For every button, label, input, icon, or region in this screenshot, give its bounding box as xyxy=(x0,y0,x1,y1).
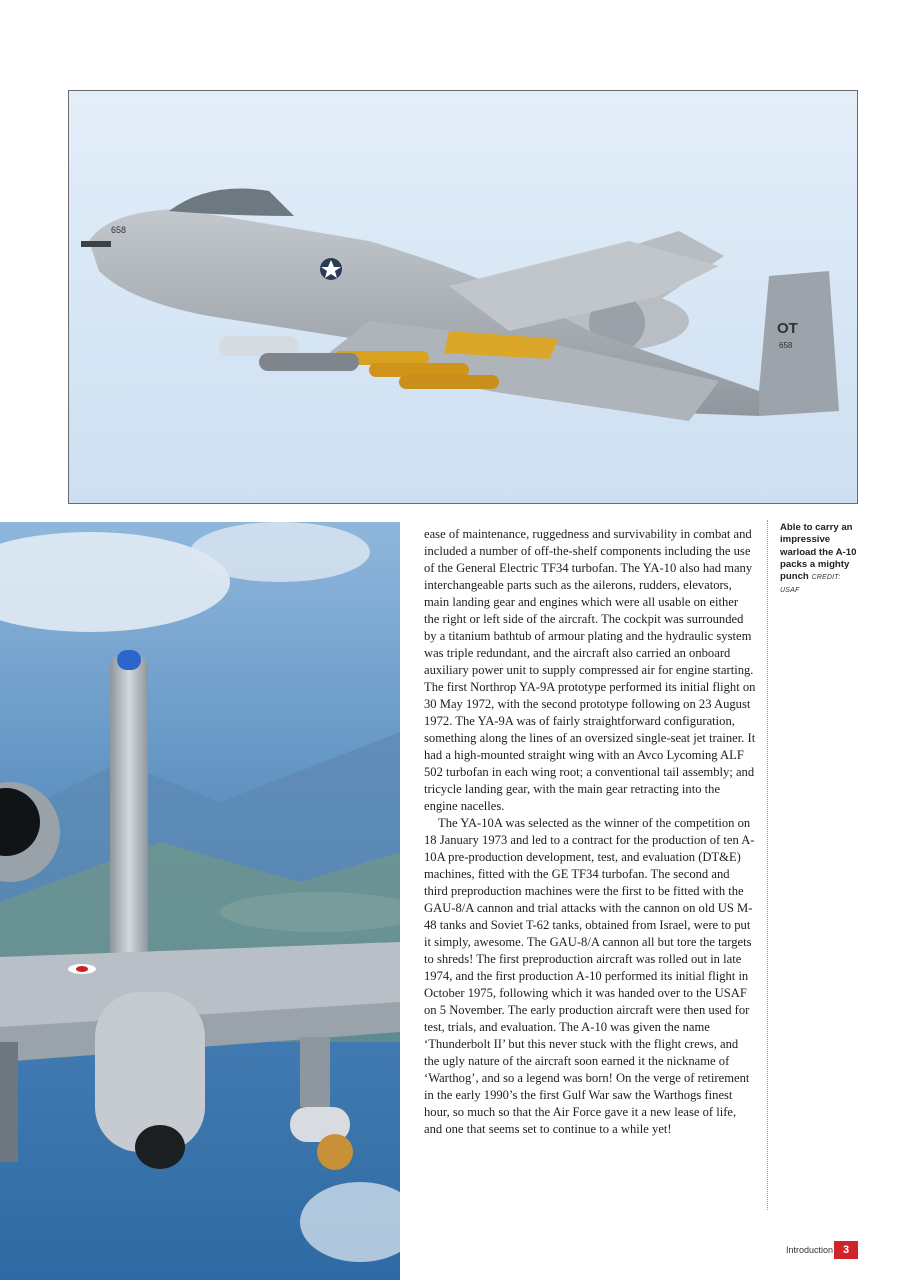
column-divider xyxy=(767,520,768,1210)
article-body xyxy=(424,526,756,1138)
caption-text: Able to carry an impressive warload the A-10 packs a mighty punch xyxy=(780,522,857,583)
footer-section-label: Introduction xyxy=(786,1245,834,1255)
tail-number: 658 xyxy=(779,341,793,350)
nose-number: 658 xyxy=(111,225,127,235)
tail-code: OT xyxy=(777,320,798,337)
photo-caption xyxy=(780,522,860,598)
page-number: 3 xyxy=(834,1241,858,1259)
article-paragraph: ease of maintenance, ruggedness and survivability in combat and included a number of off-the-shelf components including the use of the General Electric TF34 turbofan. The YA-10 also had many interchangeable parts such as the ailerons, rudders, elevators, main landing gear and engines which were all usable on either the right or left side of the aircraft. The cockpit was surrounded by a titanium bathtub of armour plating and the hydraulic system was triple redundant, and the aircraft also carried an onboard auxiliary power unit to supply compressed air for engine starting. The first Northrop YA-9A prototype performed its initial flight on 30 May 1972, with the second prototype following on 23 August 1972. The YA-9A was of fairly straightforward configuration, something along the lines of an oversized single-seat jet trainer. It had a high-mounted straight wing with an Avco Lycoming ALF 502 turbofan in each wing root; a conventional tail assembly; and tricycle landing gear, with the main gear retracting into the engine nacelles. xyxy=(424,527,756,813)
left-aircraft-photo xyxy=(0,522,400,1280)
caption-credit: CREDIT: USAF xyxy=(780,574,841,595)
top-aircraft-photo xyxy=(68,90,858,504)
a10-rear-illustration xyxy=(0,522,400,1280)
a10-flight-illustration xyxy=(69,91,858,504)
article-paragraph: The YA-10A was selected as the winner of the competition on 18 January 1973 and led to a contract for the production of ten A-10A pre-production development, test, and evaluation (DT&E) machines, fitted with the GE TF34 turbofan. The second and third preproduction machines were the first to be fitted with the GAU-8/A cannon and trial attacks with the cannon on old US M-48 tanks and Soviet T-62 tanks, obtained from Israel, were to put it simply, awesome. The GAU-8/A cannon all but tore the targets to shreds! The first preproduction aircraft was rolled out in late 1974, and the first production A-10 performed its initial flight in October 1975, following which it was handed over to the USAF on 5 November. The early production aircraft were then used for test, trials, and evaluation. The A-10 was given the name ‘Thunderbolt II’ but this never stuck with the flight crews, and the ugly nature of the aircraft soon earned it the nickname of ‘Warthog’, and so a legend was born! On the verge of retirement in the early 1990’s the first Gulf War saw the Warthogs finest hour, so much so that the Air Force gave it a new lease of life, and one that seems set to continue to a while yet! xyxy=(424,816,755,1136)
